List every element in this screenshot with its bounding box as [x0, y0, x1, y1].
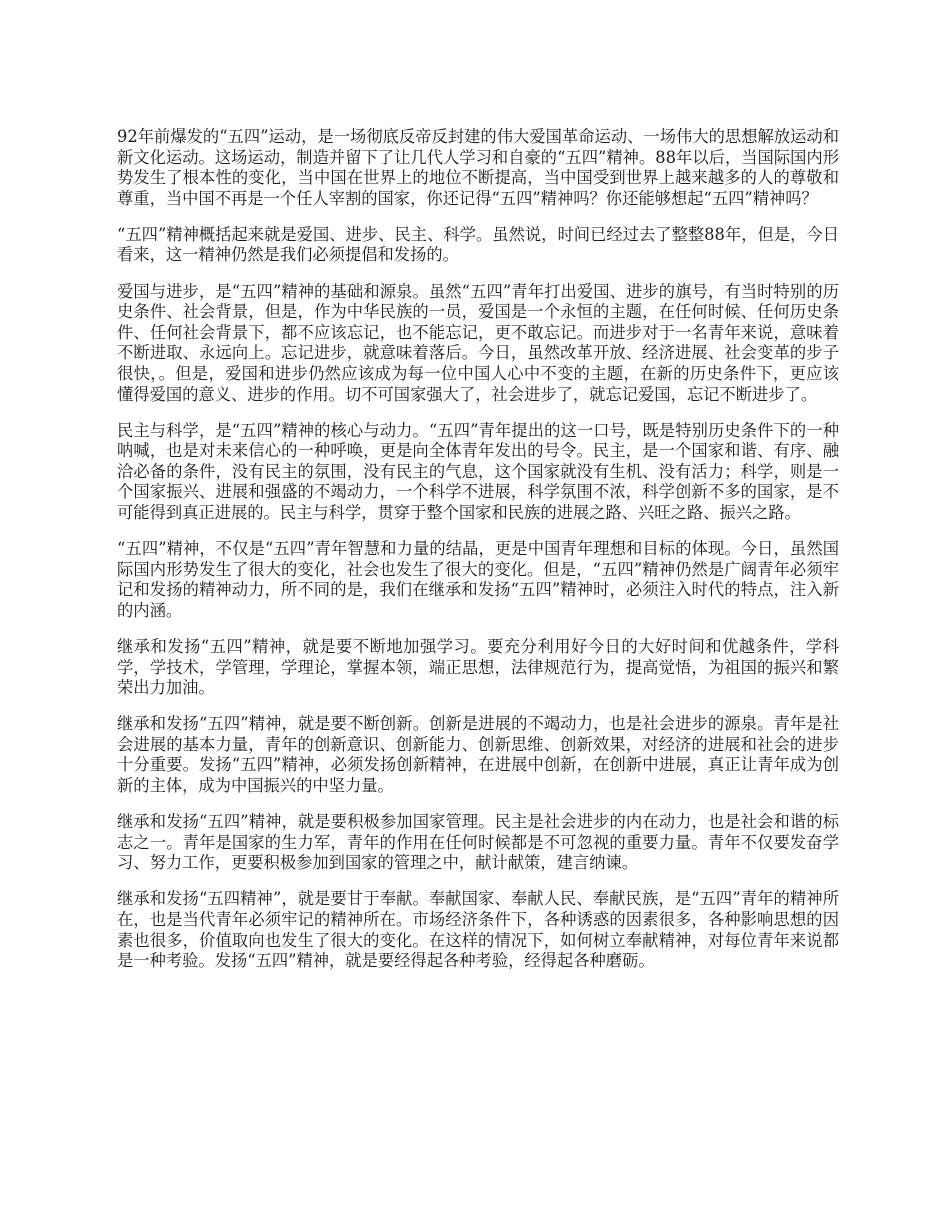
- paragraph-2: “五四”精神概括起来就是爱国、进步、民主、科学。虽然说，时间已经过去了整整88年，但是，今日看来，这一精神仍然是我们必须提倡和发扬的。: [117, 224, 839, 265]
- paragraph-4: 民主与科学，是“五四”精神的核心与动力。“五四”青年提出的这一口号，既是特别历史条件下的一种呐喊，也是对未来信心的一种呼唤，更是向全体青年发出的号令。民主，是一个国家和谐、有序、融洽必备的条件，没有民主的氛围，没有民主的气息，这个国家就没有生机、没有活力；科学，则是一个国家振兴、进展和强盛的不竭动力，一个科学不进展，科学氛围不浓，科学创新不多的国家，是不可能得到真正进展的。民主与科学，贯穿于整个国家和民族的进展之路、兴旺之路、振兴之路。: [117, 420, 839, 522]
- paragraph-8: 继承和发扬“五四”精神，就是要积极参加国家管理。民主是社会进步的内在动力，也是社会和谐的标志之一。青年是国家的生力军，青年的作用在任何时候都是不可忽视的重要力量。青年不仅要发奋学习、努力工作，更要积极参加到国家的管理之中，献计献策，建言纳谏。: [117, 812, 839, 873]
- paragraph-1: 92年前爆发的“五四”运动，是一场彻底反帝反封建的伟大爱国革命运动、一场伟大的思想解放运动和新文化运动。这场运动，制造并留下了让几代人学习和自豪的“五四”精神。88年以后，当国际国内形势发生了根本性的变化，当中国在世界上的地位不断提高，当中国受到世界上越来越多的人的尊敬和尊重，当中国不再是一个任人宰割的国家，你还记得“五四”精神吗？你还能够想起“五四”精神吗？: [117, 127, 839, 208]
- paragraph-6: 继承和发扬“五四”精神，就是要不断地加强学习。要充分利用好今日的大好时间和优越条件，学科学，学技术，学管理，学理论，掌握本领，端正思想，法律规范行为，提高觉悟，为祖国的振兴和繁荣出力加油。: [117, 636, 839, 698]
- document-body: [117, 127, 839, 987]
- paragraph-5: “五四”精神，不仅是“五四”青年智慧和力量的结晶，更是中国青年理想和目标的体现。今日，虽然国际国内形势发生了很大的变化，社会也发生了很大的变化。但是，“五四”精神仍然是广阔青年必须牢记和发扬的精神动力，所不同的是，我们在继承和发扬“五四”精神时，必须注入时代的特点，注入新的内涵。: [117, 539, 839, 620]
- paragraph-3: 爱国与进步，是“五四”精神的基础和源泉。虽然“五四”青年打出爱国、进步的旗号，有当时特别的历史条件、社会背景，但是，作为中华民族的一员，爱国是一个永恒的主题，在任何时候、任何历史条件、任何社会背景下，都不应该忘记，也不能忘记，更不敢忘记。而进步对于一名青年来说，意味着不断进取、永远向上。忘记进步，就意味着落后。今日，虽然改革开放、经济进展、社会变革的步子很快，。但是，爱国和进步仍然应该成为每一位中国人心中不变的主题，在新的历史条件下，更应该懂得爱国的意义、进步的作用。切不可国家强大了，社会进步了，就忘记爱国，忘记不断进步了。: [117, 281, 839, 404]
- paragraph-9: 继承和发扬“五四精神”，就是要甘于奉献。奉献国家、奉献人民、奉献民族，是“五四”青年的精神所在，也是当代青年必须牢记的精神所在。市场经济条件下，各种诱惑的因素很多，各种影响思想的因素也很多，价值取向也发生了很大的变化。在这样的情况下，如何树立奉献精神，对每位青年来说都是一种考验。发扬“五四”精神，就是要经得起各种考验，经得起各种磨砺。: [117, 889, 839, 971]
- paragraph-7: 继承和发扬“五四”精神，就是要不断创新。创新是进展的不竭动力，也是社会进步的源泉。青年是社会进展的基本力量，青年的创新意识、创新能力、创新思维、创新效果，对经济的进展和社会的进步十分重要。发扬“五四”精神，必须发扬创新精神，在进展中创新，在创新中进展，真正让青年成为创新的主体，成为中国振兴的中坚力量。: [117, 714, 839, 796]
